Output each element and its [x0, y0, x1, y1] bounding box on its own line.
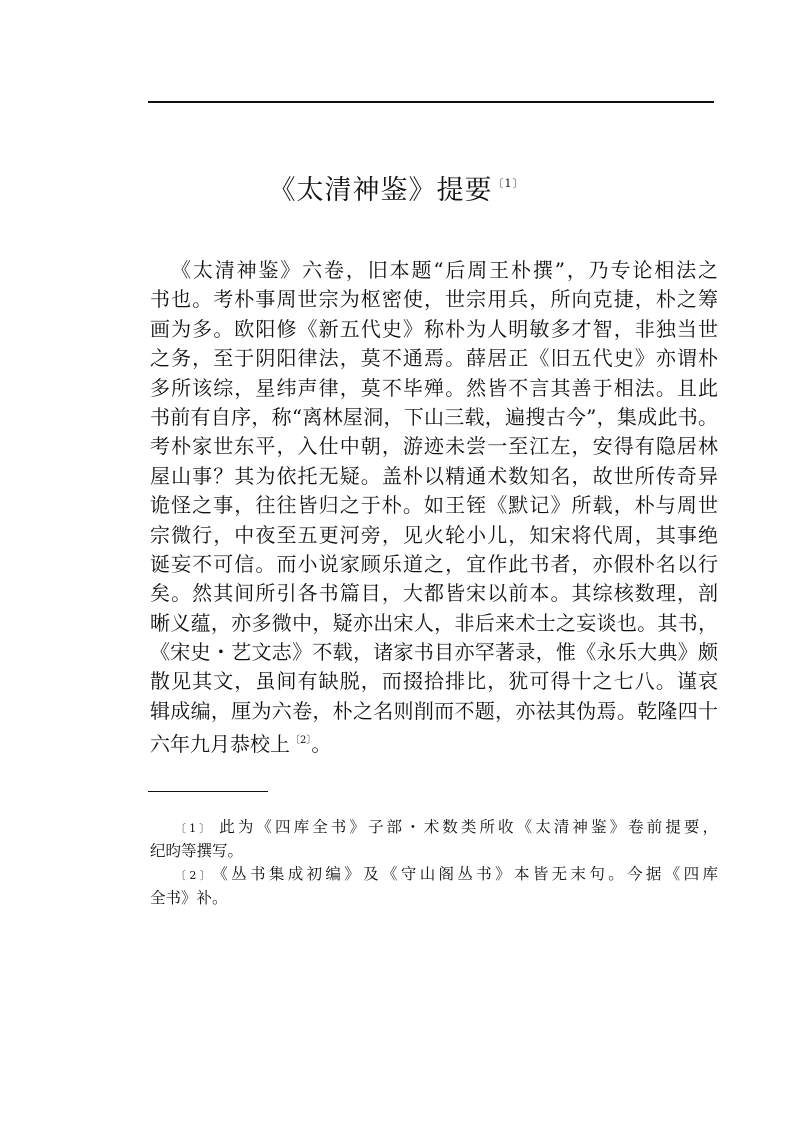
footnote-1 [150, 816, 718, 840]
footnote-1-cont: 纪昀等撰写。 [150, 841, 244, 860]
body-line: 诡怪之事，往往皆归之于朴。如王铚《默记》所载，朴与周世 [150, 493, 718, 518]
body-line: 考朴家世东平，入仕中朝，游迹未尝一至江左，安得有隐居林 [150, 434, 718, 459]
body-line: 诞妄不可信。而小说家顾乐道之，宜作此书者，亦假朴名以行 [150, 551, 718, 576]
body-line: 书也。考朴事周世宗为枢密使，世宗用兵，所向克捷，朴之筹 [150, 287, 718, 312]
title-footnote-ref[interactable]: 〔1〕 [492, 177, 525, 190]
body-line: 《宋史・艺文志》不载，诸家书目亦罕著录，惟《永乐大典》颇 [150, 640, 718, 665]
footnote-text: 《丛书集成初编》及《守山阁丛书》本皆无末句。今据《四库 [220, 865, 718, 883]
footnote-rule [148, 791, 268, 792]
body-line: 多所该综，星纬声律，莫不毕殚。然皆不言其善于相法。且此 [150, 375, 718, 400]
body-footnote-ref[interactable]: 〔2〕 [290, 735, 312, 747]
body-text [150, 256, 718, 756]
footnote-text: 此为《四库全书》子部・术数类所收《太清神鉴》卷前提要， [219, 818, 718, 836]
body-line: 屋山事？其为依托无疑。盖朴以精通术数知名，故世所传奇异 [150, 463, 718, 488]
body-line: 书前有自序，称“离林屋洞，下山三载，遍搜古今”，集成此书。 [150, 404, 718, 429]
footnote-mark: 〔1〕 [175, 822, 214, 835]
body-line: 《太清神鉴》六卷，旧本题“后周王朴撰”，乃专论相法之 [171, 258, 718, 282]
footnote-2-cont: 全书》补。 [150, 888, 228, 907]
footnote-2 [150, 863, 718, 887]
footnotes [150, 816, 718, 910]
body-line: 画为多。欧阳修《新五代史》称朴为人明敏多才智，非独当世 [150, 316, 718, 341]
body-end-punct: 。 [311, 732, 332, 757]
body-line: 散见其文，虽间有缺脱，而掇拾排比，犹可得十之七八。谨哀 [150, 669, 718, 694]
footnote-mark: 〔2〕 [175, 869, 215, 882]
body-line: 宗微行，中夜至五更河旁，见火轮小儿，知宋将代周，其事绝 [150, 522, 718, 547]
body-line: 矣。然其间所引各书篇目，大都皆宋以前本。其综核数理，剖 [150, 581, 718, 606]
body-line: 之务，至于阴阳律法，莫不通焉。薛居正《旧五代史》亦谓朴 [150, 346, 718, 371]
top-rule [148, 101, 714, 103]
body-line: 晰义蕴，亦多微中，疑亦出宋人，非后来术士之妄谈也。其书， [150, 610, 718, 635]
body-line-last [150, 726, 718, 755]
page-title [0, 168, 793, 207]
body-line-text: 六年九月恭校上 [150, 732, 290, 757]
body-line: 辑成编，厘为六卷，朴之名则削而不题，亦祛其伪焉。乾隆四十 [150, 698, 718, 723]
title-text: 《太清神鉴》提要 [268, 175, 493, 206]
